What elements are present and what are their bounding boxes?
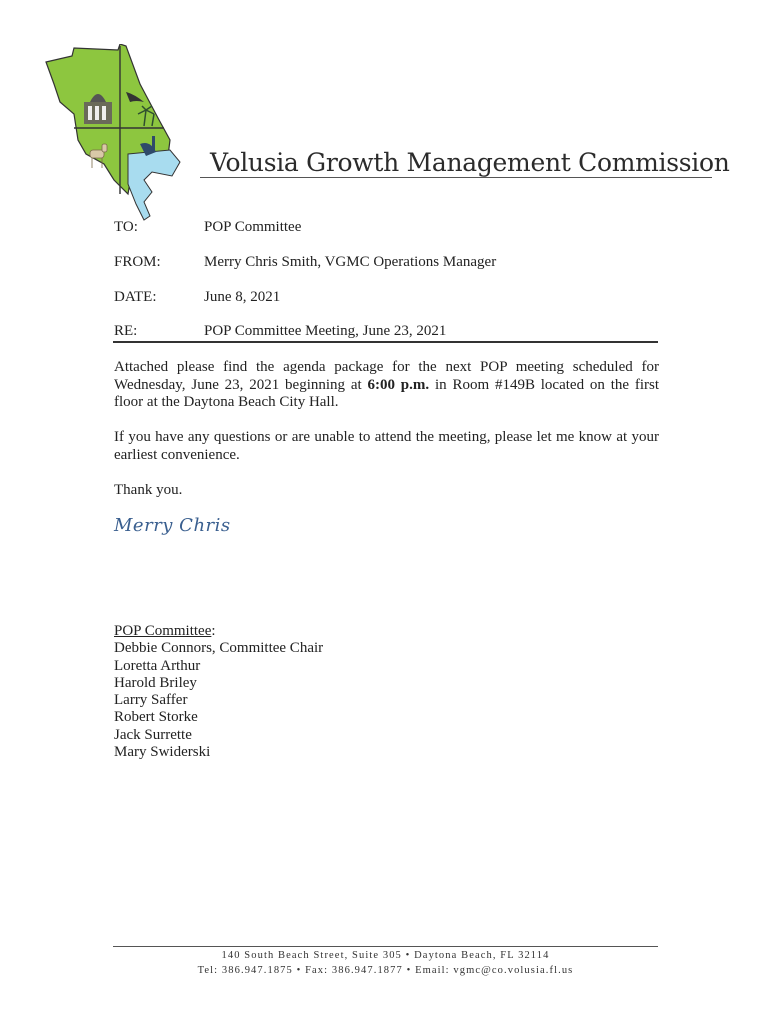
- list-item: Jack Surrette: [114, 726, 192, 743]
- body-paragraph-2: If you have any questions or are unable to attend the meeting, please let me know at your earliest convenience.: [114, 429, 659, 463]
- committee-list: [114, 623, 323, 761]
- closing-text: Thank you.: [114, 482, 183, 498]
- signature: Merry Chris: [114, 515, 231, 536]
- memo-date-value: June 8, 2021: [204, 289, 281, 305]
- committee-heading: POP Committee: [114, 623, 212, 639]
- memo-re-value: POP Committee Meeting, June 23, 2021: [204, 323, 447, 339]
- footer-address: 140 South Beach Street, Suite 305 • Daytona Beach, FL 32114: [221, 950, 550, 961]
- memo-to-label: TO:: [114, 219, 138, 235]
- footer-contact: Tel: 386.947.1875 • Fax: 386.947.1877 • Email: vgmc@co.volusia.fl.us: [197, 965, 574, 976]
- memo-re-label: RE:: [114, 323, 138, 339]
- committee-heading-colon: :: [211, 623, 216, 639]
- organization-title: Volusia Growth Management Commission: [210, 148, 730, 177]
- memo-to-value: POP Committee: [204, 219, 302, 235]
- list-item: Loretta Arthur: [114, 657, 201, 674]
- list-item: Debbie Connors, Committee Chair: [114, 640, 324, 657]
- body-paragraph-1: [114, 359, 659, 412]
- memo-date-label: DATE:: [114, 289, 157, 305]
- p1-text-start: Attached please find the agenda package for the next POP meeting scheduled for Wednesday, June 23, 2021 beginning at: [114, 359, 659, 393]
- title-divider: [200, 177, 712, 178]
- list-item: Harold Briley: [114, 674, 197, 691]
- volusia-county-map-logo: [40, 44, 190, 222]
- memo-from-value: Merry Chris Smith, VGMC Operations Manager: [204, 254, 497, 270]
- footer-divider: [113, 946, 658, 947]
- header-divider: [113, 341, 658, 343]
- p1-time: 6:00 p.m.: [367, 376, 430, 393]
- list-item: Larry Saffer: [114, 692, 188, 709]
- list-item: Mary Swiderski: [114, 744, 211, 761]
- p1-text-end: in Room #149B located on the first floor at the Daytona Beach City Hall.: [114, 376, 660, 410]
- list-item: Robert Storke: [114, 709, 198, 726]
- memo-from-label: FROM:: [114, 254, 161, 270]
